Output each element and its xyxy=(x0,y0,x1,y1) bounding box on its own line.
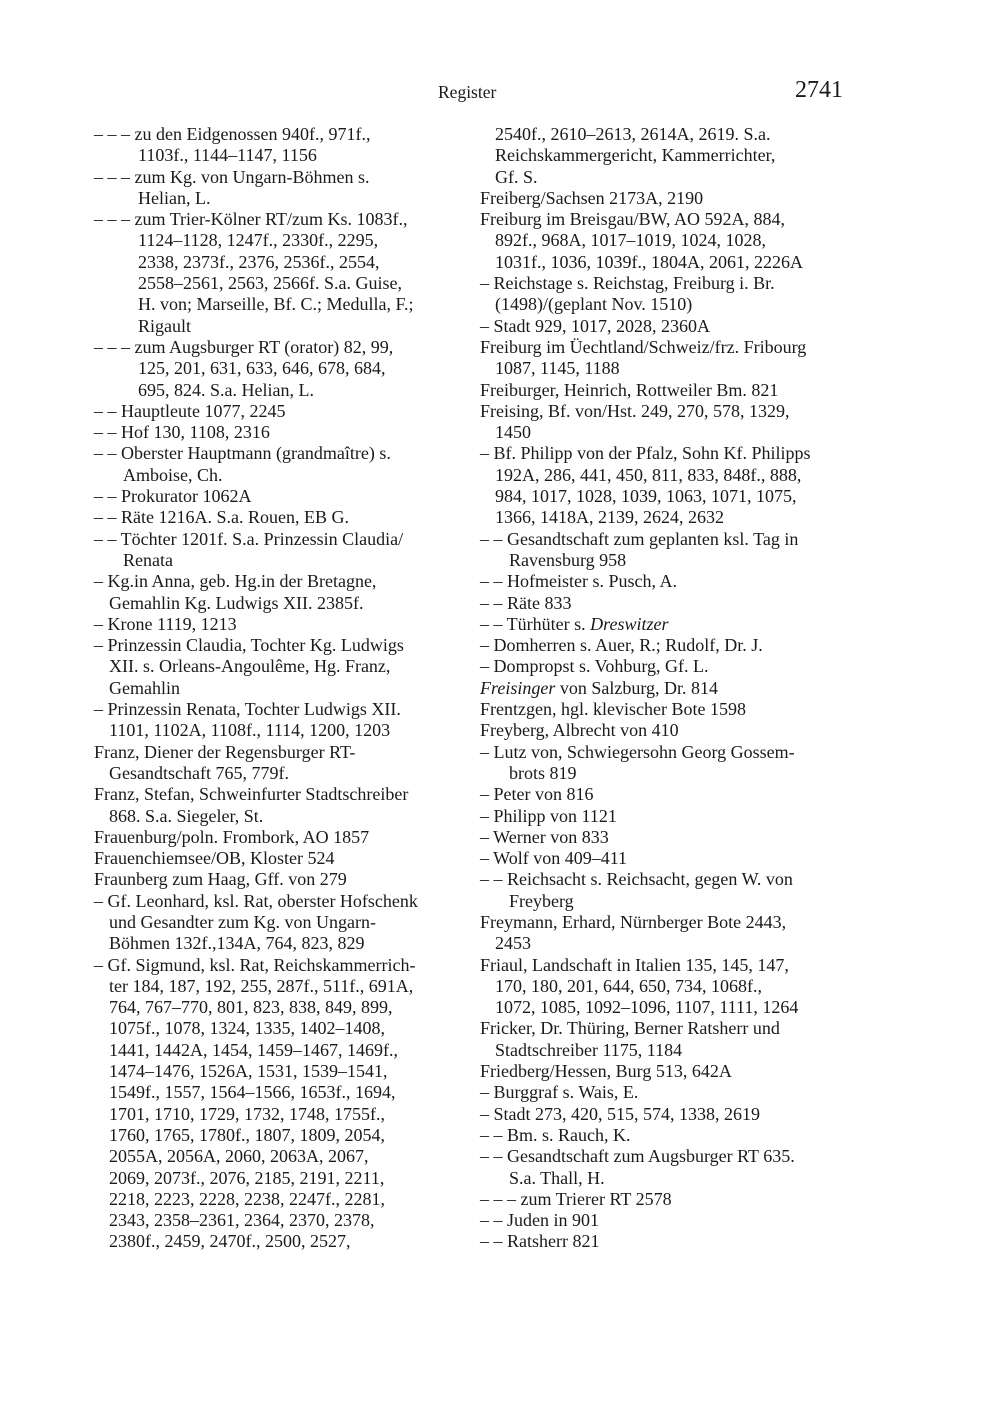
index-line xyxy=(94,571,466,592)
index-line xyxy=(94,529,466,550)
index-line-text: – Reichstage s. Reichstag, Freiburg i. Br. xyxy=(480,273,775,294)
index-line-text: – – Töchter 1201f. S.a. Prinzessin Claudia/ xyxy=(94,528,404,549)
index-line xyxy=(480,443,852,464)
index-line-text: – – Gesandtschaft zum Augsburger RT 635. xyxy=(480,1146,795,1167)
index-line-text: Ravensburg 958 xyxy=(509,549,627,570)
index-line xyxy=(480,465,852,486)
index-line-text: 192A, 286, 441, 450, 811, 833, 848f., 888, xyxy=(495,464,802,485)
index-line-text: – Gf. Leonhard, ksl. Rat, oberster Hofschenk xyxy=(94,890,418,911)
index-line-text: – Prinzessin Renata, Tochter Ludwigs XII. xyxy=(94,699,401,720)
index-line xyxy=(94,678,466,699)
index-line-text: Helian, L. xyxy=(138,187,211,208)
index-line-text: Reichskammergericht, Kammerrichter, xyxy=(495,145,776,166)
index-line-text: 984, 1017, 1028, 1039, 1063, 1071, 1075, xyxy=(495,486,797,507)
index-line-text: Freyberg, Albrecht von 410 xyxy=(480,720,679,741)
index-line xyxy=(94,827,466,848)
index-line xyxy=(94,1189,466,1210)
index-line xyxy=(94,380,466,401)
index-line-text: 1760, 1765, 1780f., 1807, 1809, 2054, xyxy=(109,1124,385,1145)
index-line-text: – – Hof 130, 1108, 2316 xyxy=(94,422,270,443)
index-line xyxy=(94,593,466,614)
index-line-text: – Domherren s. Auer, R.; Rudolf, Dr. J. xyxy=(480,635,763,656)
index-line-text: 2558–2561, 2563, 2566f. S.a. Guise, xyxy=(138,273,402,294)
index-line xyxy=(480,763,852,784)
index-line-text: Freiburg im Breisgau/BW, AO 592A, 884, xyxy=(480,209,785,230)
running-header: Register xyxy=(438,82,497,102)
index-line-text: Freyberg xyxy=(509,890,574,911)
index-line-text: 1124–1128, 1247f., 2330f., 2295, xyxy=(138,230,379,251)
index-line xyxy=(94,891,466,912)
index-line xyxy=(480,529,852,550)
index-line xyxy=(94,401,466,422)
index-line-text: Gesandtschaft 765, 779f. xyxy=(109,762,289,783)
index-line xyxy=(94,1210,466,1231)
index-line-text: Fraunberg zum Haag, Gff. von 279 xyxy=(94,869,347,890)
index-line xyxy=(480,124,852,145)
index-line xyxy=(94,784,466,805)
index-line-text: und Gesandter zum Kg. von Ungarn- xyxy=(109,911,376,932)
index-line xyxy=(480,145,852,166)
index-line-text: – Wolf von 409–411 xyxy=(480,848,628,869)
index-line xyxy=(480,380,852,401)
index-line xyxy=(94,635,466,656)
index-line xyxy=(94,1125,466,1146)
index-line-text: – – – zum Augsburger RT (orator) 82, 99, xyxy=(94,336,394,357)
index-line-text: Amboise, Ch. xyxy=(123,464,223,485)
index-line xyxy=(94,1168,466,1189)
index-line-text: 764, 767–770, 801, 823, 838, 849, 899, xyxy=(109,997,393,1018)
index-line-text: Gf. S. xyxy=(495,166,538,187)
index-line-text: Freising, Bf. von/Hst. 249, 270, 578, 1329, xyxy=(480,400,790,421)
index-line-text: – – Räte 1216A. S.a. Rouen, EB G. xyxy=(94,507,349,528)
index-line xyxy=(480,827,852,848)
index-column-right xyxy=(480,124,852,1253)
index-line-text: – – – zum Trierer RT 2578 xyxy=(480,1188,672,1209)
index-line xyxy=(94,167,466,188)
index-line xyxy=(480,1231,852,1252)
index-line-text: 892f., 968A, 1017–1019, 1024, 1028, xyxy=(495,230,766,251)
index-line-text: Frauenburg/poln. Frombork, AO 1857 xyxy=(94,826,370,847)
index-line xyxy=(94,337,466,358)
index-line-text: Freymann, Erhard, Nürnberger Bote 2443, xyxy=(480,911,787,932)
index-line xyxy=(480,593,852,614)
index-line xyxy=(94,1104,466,1125)
index-line-text: Freiberg/Sachsen 2173A, 2190 xyxy=(480,187,704,208)
index-line-text: – Kg.in Anna, geb. Hg.in der Bretagne, xyxy=(94,571,377,592)
index-line xyxy=(94,1231,466,1252)
index-line-text: Stadtschreiber 1175, 1184 xyxy=(495,1039,683,1060)
index-line xyxy=(480,891,852,912)
index-line-text: – – Gesandtschaft zum geplanten ksl. Tag in xyxy=(480,528,799,549)
index-line-text: – Prinzessin Claudia, Tochter Kg. Ludwigs xyxy=(94,635,404,656)
index-line-text: – – Bm. s. Rauch, K. xyxy=(480,1124,631,1145)
index-line-text: 1474–1476, 1526A, 1531, 1539–1541, xyxy=(109,1061,388,1082)
index-line xyxy=(94,124,466,145)
index-line xyxy=(480,933,852,954)
index-line-text: von Salzburg, Dr. 814 xyxy=(555,677,718,698)
index-line-text: 1450 xyxy=(495,422,531,443)
index-line-text: – – Ratsherr 821 xyxy=(480,1231,600,1252)
index-line xyxy=(480,1082,852,1103)
index-line-text: – Krone 1119, 1213 xyxy=(94,613,237,634)
index-line xyxy=(480,401,852,422)
index-line xyxy=(480,742,852,763)
index-line-text: – – Prokurator 1062A xyxy=(94,486,252,507)
index-line xyxy=(94,443,466,464)
index-line-text: Friedberg/Hessen, Burg 513, 642A xyxy=(480,1061,732,1082)
index-line-text: 2338, 2373f., 2376, 2536f., 2554, xyxy=(138,251,380,272)
index-line xyxy=(480,1040,852,1061)
index-line xyxy=(480,976,852,997)
index-line xyxy=(94,188,466,209)
index-line xyxy=(94,486,466,507)
index-line-text: – Dompropst s. Vohburg, Gf. L. xyxy=(480,656,709,677)
index-line xyxy=(480,167,852,188)
index-line xyxy=(94,614,466,635)
index-line-text: Franz, Stefan, Schweinfurter Stadtschreiber xyxy=(94,784,409,805)
index-line xyxy=(480,1189,852,1210)
index-line-text: 1549f., 1557, 1564–1566, 1653f., 1694, xyxy=(109,1082,396,1103)
index-line xyxy=(480,1104,852,1125)
index-line-text: – – Hauptleute 1077, 2245 xyxy=(94,400,286,421)
index-line xyxy=(480,678,852,699)
index-line-text: Gemahlin Kg. Ludwigs XII. 2385f. xyxy=(109,592,364,613)
page-number: 2741 xyxy=(795,77,843,103)
index-line xyxy=(480,1210,852,1231)
index-column-left xyxy=(94,124,466,1253)
index-line-text: 2055A, 2056A, 2060, 2063A, 2067, xyxy=(109,1146,369,1167)
index-line xyxy=(480,507,852,528)
index-line-text: 1701, 1710, 1729, 1732, 1748, 1755f., xyxy=(109,1103,385,1124)
index-line xyxy=(94,1082,466,1103)
index-line xyxy=(94,763,466,784)
index-line xyxy=(480,1018,852,1039)
index-line xyxy=(94,507,466,528)
index-line-text: – – – zu den Eidgenossen 940f., 971f., xyxy=(94,124,371,144)
index-line xyxy=(94,1061,466,1082)
index-line xyxy=(480,550,852,571)
index-line xyxy=(480,806,852,827)
index-line-text: 1441, 1442A, 1454, 1459–1467, 1469f., xyxy=(109,1039,398,1060)
index-line xyxy=(94,294,466,315)
index-line xyxy=(94,145,466,166)
index-line xyxy=(480,997,852,1018)
index-line-text: – Bf. Philipp von der Pfalz, Sohn Kf. Philipps xyxy=(480,443,811,464)
index-line xyxy=(94,422,466,443)
index-line xyxy=(480,955,852,976)
index-line-text: – – – zum Trier-Kölner RT/zum Ks. 1083f., xyxy=(94,209,408,230)
index-line xyxy=(94,1040,466,1061)
index-line-text: 2453 xyxy=(495,933,531,954)
index-line-text: Frauenchiemsee/OB, Kloster 524 xyxy=(94,848,335,869)
italic-term: Dreswitzer xyxy=(590,613,669,634)
index-line xyxy=(94,465,466,486)
index-line-text: 695, 824. S.a. Helian, L. xyxy=(138,379,314,400)
index-line xyxy=(480,358,852,379)
index-line xyxy=(480,337,852,358)
index-line xyxy=(480,422,852,443)
index-line-text: 868. S.a. Siegeler, St. xyxy=(109,805,264,826)
index-line xyxy=(480,571,852,592)
index-line xyxy=(480,230,852,251)
index-line-text: XII. s. Orleans-Angoulême, Hg. Franz, xyxy=(109,656,391,677)
index-line-text: Renata xyxy=(123,549,173,570)
index-line xyxy=(94,720,466,741)
index-line-text: – Werner von 833 xyxy=(480,826,609,847)
index-line-text: – Peter von 816 xyxy=(480,784,594,805)
index-line-text: Friaul, Landschaft in Italien 135, 145, 147, xyxy=(480,954,789,975)
index-line-text: Frentzgen, hgl. klevischer Bote 1598 xyxy=(480,699,746,720)
index-line-text: Fricker, Dr. Thüring, Berner Ratsherr und xyxy=(480,1018,780,1039)
index-line xyxy=(94,955,466,976)
index-line xyxy=(94,933,466,954)
index-line xyxy=(94,976,466,997)
index-line xyxy=(480,1146,852,1167)
index-line-text: 1087, 1145, 1188 xyxy=(495,358,620,379)
index-line xyxy=(94,550,466,571)
index-line xyxy=(480,656,852,677)
index-line-text: H. von; Marseille, Bf. C.; Medulla, F.; xyxy=(138,294,414,315)
index-line-text: – – – zum Kg. von Ungarn-Böhmen s. xyxy=(94,166,370,187)
index-line xyxy=(94,912,466,933)
index-line-text: Gemahlin xyxy=(109,677,180,698)
index-line-text: ter 184, 187, 192, 255, 287f., 511f., 691A, xyxy=(109,975,414,996)
index-line xyxy=(480,720,852,741)
index-line xyxy=(480,252,852,273)
index-line xyxy=(480,1125,852,1146)
index-line-text: – Philipp von 1121 xyxy=(480,805,617,826)
index-line xyxy=(94,230,466,251)
index-line-text: – – Türhüter s. xyxy=(480,613,591,634)
index-line xyxy=(94,997,466,1018)
index-line-text: brots 819 xyxy=(509,762,577,783)
index-line xyxy=(94,252,466,273)
index-line-text: Franz, Diener der Regensburger RT- xyxy=(94,741,356,762)
index-line xyxy=(94,316,466,337)
index-line-text: Freiburger, Heinrich, Rottweiler Bm. 821 xyxy=(480,379,779,400)
index-line xyxy=(480,614,852,635)
index-line-text: – – Juden in 901 xyxy=(480,1210,599,1231)
index-line-text: – Stadt 273, 420, 515, 574, 1338, 2619 xyxy=(480,1103,761,1124)
index-line xyxy=(480,1168,852,1189)
index-line xyxy=(480,486,852,507)
index-line-text: 170, 180, 201, 644, 650, 734, 1068f., xyxy=(495,975,762,996)
index-line-text: – – Hofmeister s. Pusch, A. xyxy=(480,571,677,592)
index-line-text: Böhmen 132f.,134A, 764, 823, 829 xyxy=(109,933,365,954)
index-line xyxy=(480,1061,852,1082)
index-line-text: 1072, 1085, 1092–1096, 1107, 1111, 1264 xyxy=(495,997,799,1018)
index-line xyxy=(480,869,852,890)
index-line xyxy=(480,848,852,869)
index-line-text: – Stadt 929, 1017, 2028, 2360A xyxy=(480,315,711,336)
index-line-text: 1366, 1418A, 2139, 2624, 2632 xyxy=(495,507,724,528)
index-line xyxy=(94,656,466,677)
index-line-text: 1031f., 1036, 1039f., 1804A, 2061, 2226A xyxy=(495,251,803,272)
index-line xyxy=(94,742,466,763)
index-line xyxy=(480,912,852,933)
index-line-text: – Lutz von, Schwiegersohn Georg Gossem- xyxy=(480,741,795,762)
index-line-text: S.a. Thall, H. xyxy=(509,1167,605,1188)
index-line-text: 2380f., 2459, 2470f., 2500, 2527, xyxy=(109,1231,351,1252)
index-line xyxy=(480,316,852,337)
index-line xyxy=(94,358,466,379)
index-line-text: 1101, 1102A, 1108f., 1114, 1200, 1203 xyxy=(109,720,391,741)
italic-term: Freisinger xyxy=(480,677,556,698)
index-line-text: 125, 201, 631, 633, 646, 678, 684, xyxy=(138,358,386,379)
index-line-text: – – Oberster Hauptmann (grandmaître) s. xyxy=(94,443,391,464)
index-line xyxy=(480,273,852,294)
index-line xyxy=(94,848,466,869)
index-line xyxy=(480,699,852,720)
index-line-text: 2343, 2358–2361, 2364, 2370, 2378, xyxy=(109,1210,375,1231)
index-line xyxy=(480,784,852,805)
index-line xyxy=(94,699,466,720)
index-line xyxy=(94,869,466,890)
index-line-text: Rigault xyxy=(138,315,191,336)
index-line xyxy=(94,1018,466,1039)
index-line-text: – Gf. Sigmund, ksl. Rat, Reichskammerrich- xyxy=(94,954,416,975)
index-line xyxy=(94,273,466,294)
index-line xyxy=(480,188,852,209)
index-line xyxy=(480,209,852,230)
index-line xyxy=(94,209,466,230)
index-line-text: 1103f., 1144–1147, 1156 xyxy=(138,145,317,166)
index-line-text: – Burggraf s. Wais, E. xyxy=(480,1082,639,1103)
index-line-text: 2540f., 2610–2613, 2614A, 2619. S.a. xyxy=(495,124,771,144)
index-line-text: 2218, 2223, 2228, 2238, 2247f., 2281, xyxy=(109,1188,385,1209)
index-line-text: Freiburg im Üechtland/Schweiz/frz. Fribourg xyxy=(480,336,807,357)
index-line xyxy=(480,294,852,315)
index-line-text: – – Räte 833 xyxy=(480,592,572,613)
index-line-text: 2069, 2073f., 2076, 2185, 2191, 2211, xyxy=(109,1167,385,1188)
index-line xyxy=(94,806,466,827)
index-line-text: (1498)/(geplant Nov. 1510) xyxy=(495,294,693,315)
index-line-text: – – Reichsacht s. Reichsacht, gegen W. von xyxy=(480,869,793,890)
index-line xyxy=(480,635,852,656)
index-line xyxy=(94,1146,466,1167)
index-line-text: 1075f., 1078, 1324, 1335, 1402–1408, xyxy=(109,1018,385,1039)
